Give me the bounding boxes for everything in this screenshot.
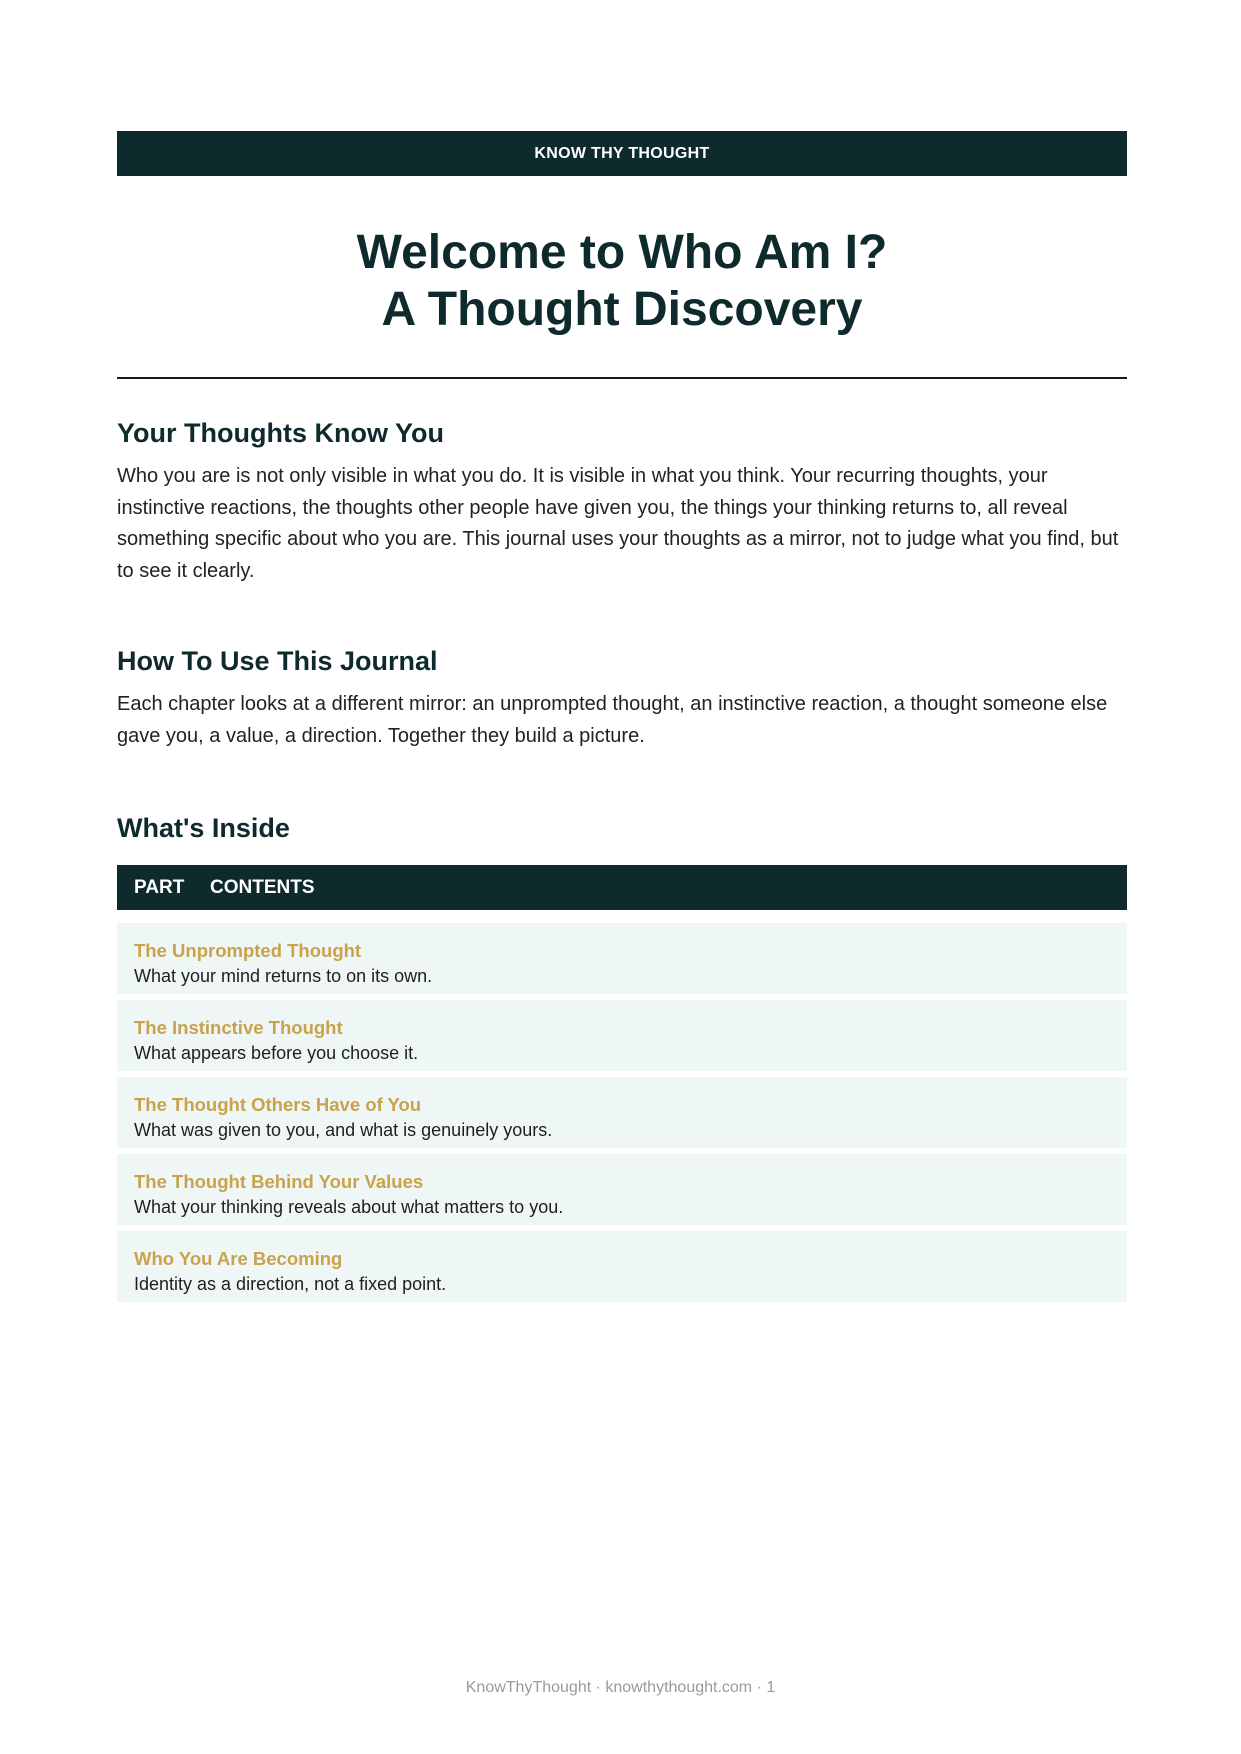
title-divider bbox=[117, 377, 1127, 379]
document-page bbox=[117, 131, 1127, 1308]
page-title bbox=[117, 224, 1127, 338]
part-description: Identity as a direction, not a fixed point. bbox=[134, 1274, 447, 1294]
page-title-line-2: A Thought Discovery bbox=[381, 283, 863, 336]
part-title: The Unprompted Thought bbox=[134, 940, 362, 961]
contents-row bbox=[117, 1154, 1127, 1225]
section-body: Each chapter looks at a different mirror: an unprompted thought, an instinctive reaction, a thought someone else gave you, a value, a direction. Together they build a picture. bbox=[117, 693, 1108, 747]
section-heading: What's Inside bbox=[117, 813, 290, 843]
part-description: What appears before you choose it. bbox=[134, 1043, 419, 1063]
section-body: Who you are is not only visible in what you do. It is visible in what you think. Your recurring thoughts, your instinctive reactions, the thoughts other people have given you, the things your thinking returns to, all reveal something specific about who you are. This journal uses your thoughts as a mirror, not to judge what you find, but to see it clearly. bbox=[117, 465, 1119, 582]
part-title: The Instinctive Thought bbox=[134, 1017, 343, 1038]
section-how-to-use bbox=[117, 645, 1127, 752]
part-description: What was given to you, and what is genuinely yours. bbox=[134, 1120, 553, 1140]
part-title: The Thought Others Have of You bbox=[134, 1094, 422, 1115]
contents-row bbox=[117, 1000, 1127, 1071]
page-footer: KnowThyThought · knowthythought.com · 1 bbox=[465, 1679, 776, 1696]
part-description: What your mind returns to on its own. bbox=[134, 966, 433, 986]
column-header-part: PART bbox=[134, 876, 185, 898]
contents-row bbox=[117, 1231, 1127, 1302]
contents-table-header bbox=[117, 865, 1127, 910]
section-heading: How To Use This Journal bbox=[117, 646, 438, 676]
brand-header-bar bbox=[117, 131, 1127, 176]
page-title-line-1: Welcome to Who Am I? bbox=[356, 226, 888, 279]
section-your-thoughts bbox=[117, 417, 1127, 587]
part-title: Who You Are Becoming bbox=[134, 1248, 343, 1269]
section-whats-inside bbox=[117, 812, 1127, 1302]
brand-label: KNOW THY THOUGHT bbox=[534, 144, 710, 162]
contents-list bbox=[117, 923, 1127, 1302]
part-description: What your thinking reveals about what matters to you. bbox=[134, 1197, 564, 1217]
section-heading: Your Thoughts Know You bbox=[117, 418, 444, 448]
column-header-contents: CONTENTS bbox=[210, 876, 315, 898]
contents-row bbox=[117, 923, 1127, 994]
contents-row bbox=[117, 1077, 1127, 1148]
part-title: The Thought Behind Your Values bbox=[134, 1171, 424, 1192]
